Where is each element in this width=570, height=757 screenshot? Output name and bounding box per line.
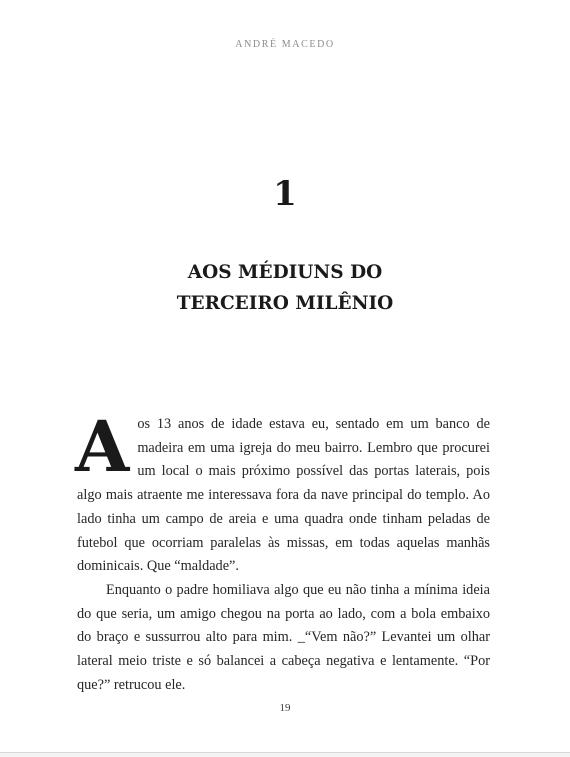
drop-cap: A — [75, 405, 130, 488]
body-text — [75, 405, 490, 697]
page-number: 19 — [279, 702, 291, 714]
chapter-title-line-2: TERCEIRO MILÊNIO — [176, 293, 394, 314]
chapter-number: 1 — [273, 174, 297, 214]
page-edge-shadow — [0, 753, 570, 757]
paragraph-2: Enquanto o padre homiliava algo que eu não tinha a mínima ideia do que seria, um amigo chegou na porta ao lado, com a bola embaixo do braço e sussurrou alto para mim. _“Vem não?” Levantei um olhar lateral meio triste e só balancei a cabeça negativa e lentamente. “Por que?” retrucou ele. — [77, 581, 490, 693]
chapter-title — [0, 257, 570, 319]
paragraph-1 — [75, 405, 490, 579]
running-header: ANDRÉ MACEDO — [235, 39, 335, 50]
paragraph-1-text: os 13 anos de idade estava eu, sentado em um banco de madeira em uma igreja do meu bairro. Lembro que procurei um local o mais próximo possível das portas laterais, pois algo mais atraente me interessava fora da nave principal do templo. Ao lado tinha um campo de areia e uma quadra onde tinham peladas de futebol que ocorriam paralelas às missas, em todas aquelas manhãs dominicais. Que “maldade”. — [77, 416, 490, 575]
chapter-title-line-1: AOS MÉDIUNS DO — [187, 262, 383, 283]
